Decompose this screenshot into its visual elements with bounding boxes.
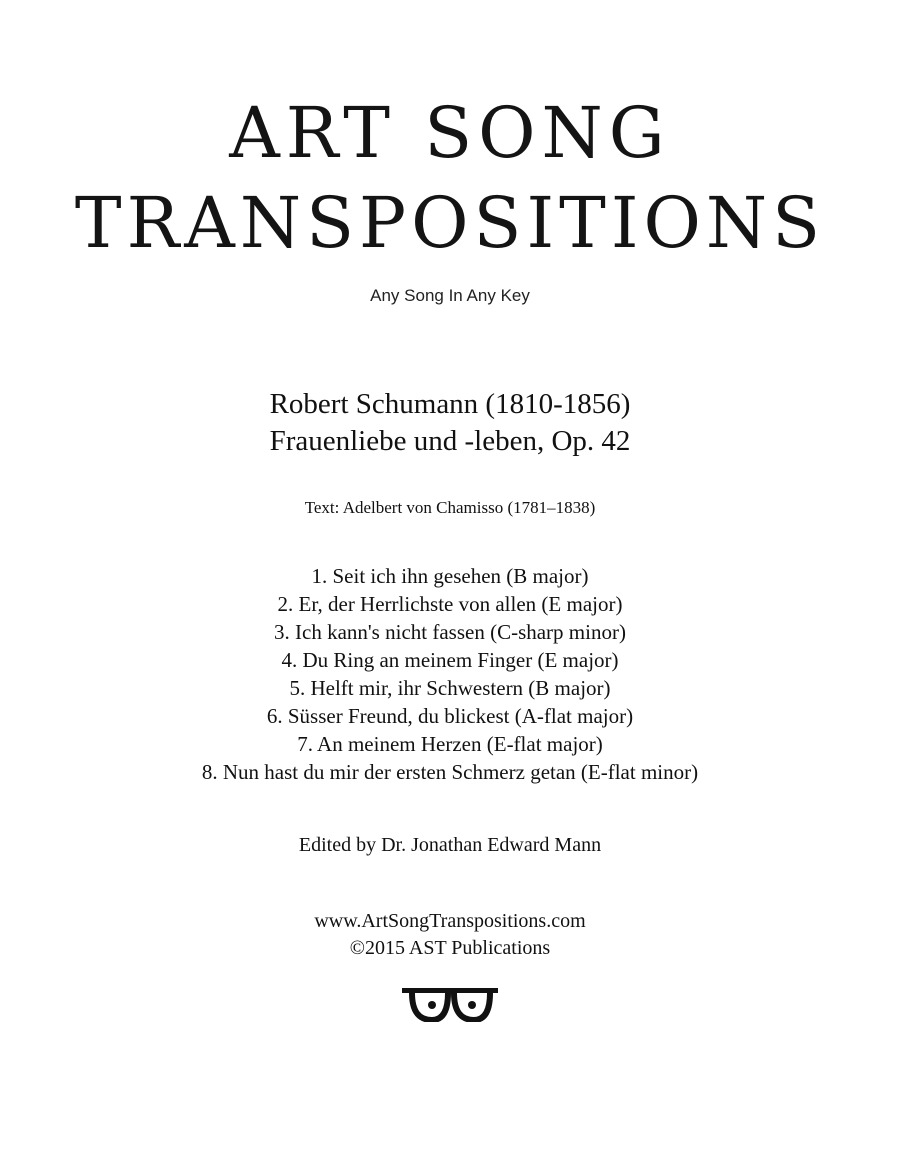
song-list [0, 562, 900, 786]
song-item: 6. Süsser Freund, du blickest (A-flat major) [266, 704, 634, 728]
song-item: 1. Seit ich ihn gesehen (B major) [311, 564, 589, 588]
tagline: Any Song In Any Key [370, 286, 530, 305]
brand-title-line-2: TRANSPOSITIONS [74, 182, 826, 264]
website-url: www.ArtSongTranspositions.com [314, 910, 586, 932]
ast-logo-icon [402, 986, 498, 1022]
text-credit: Text: Adelbert von Chamisso (1781–1838) [304, 498, 596, 517]
brand-title-line-1: ART SONG [229, 92, 671, 174]
copyright-notice: ©2015 AST Publications [349, 937, 551, 959]
editor-credit: Edited by Dr. Jonathan Edward Mann [298, 834, 602, 856]
song-item: 3. Ich kann's nicht fassen (C-sharp minor) [274, 620, 626, 644]
song-item: 8. Nun hast du mir der ersten Schmerz getan (E-flat minor) [201, 760, 699, 784]
song-item: 2. Er, der Herrlichste von allen (E major) [277, 592, 623, 616]
composer-name: Robert Schumann (1810-1856) [269, 388, 631, 420]
work-title: Frauenliebe und -leben, Op. 42 [269, 425, 631, 457]
song-item: 5. Helft mir, ihr Schwestern (B major) [289, 676, 611, 700]
song-item: 7. An meinem Herzen (E-flat major) [297, 732, 603, 756]
song-item: 4. Du Ring an meinem Finger (E major) [281, 648, 619, 672]
